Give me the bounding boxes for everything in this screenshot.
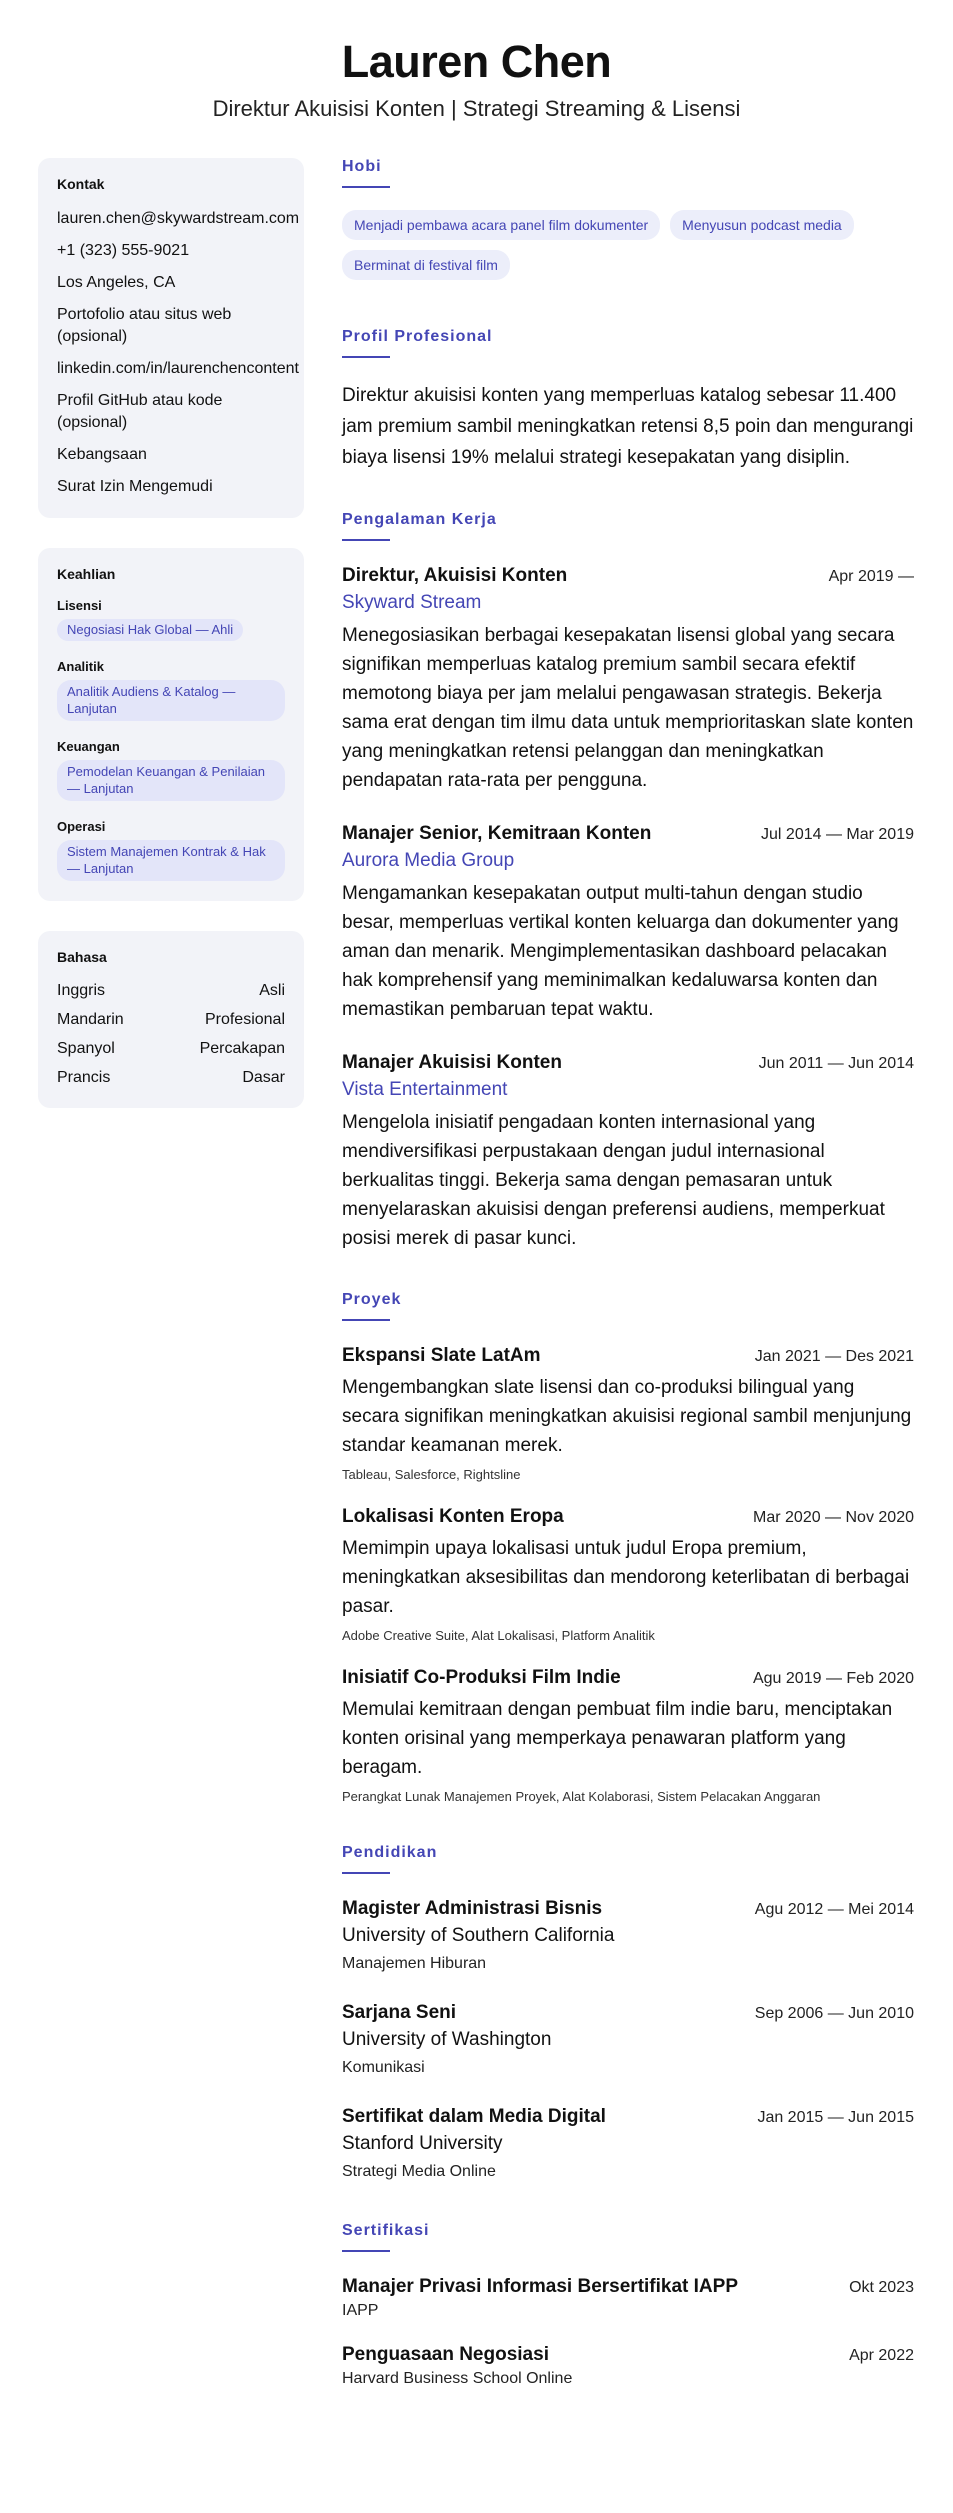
section-divider	[342, 2250, 390, 2252]
project-title: Lokalisasi Konten Eropa	[342, 1506, 564, 1527]
contact-heading: Kontak	[57, 176, 105, 192]
hobby-list	[342, 210, 914, 290]
language-name: Spanyol	[57, 1040, 115, 1057]
education-section	[342, 1844, 914, 2184]
project-entry	[342, 1665, 914, 1806]
certification-entry	[342, 2342, 914, 2390]
education-entry	[342, 2000, 914, 2080]
sidebar	[38, 158, 304, 1138]
job-date: Apr 2019 —	[828, 568, 914, 585]
language-row	[57, 1068, 285, 1088]
skills-card	[38, 548, 304, 901]
field-of-study: Komunikasi	[342, 2059, 425, 2076]
project-title: Inisiatif Co-Produksi Film Indie	[342, 1667, 621, 1688]
job-description: Mengamankan kesepakatan output multi-tahun dengan studio besar, memperluas vertikal konten keluarga dan dokumenter yang aman dan menarik. Mengimplementasikan dashboard pelacakan hak komprehensif yang meminimalkan kedaluwarsa konten dan memastikan pembaruan tepat waktu.	[342, 883, 899, 1020]
contact-github: Profil GitHub atau kode (opsional)	[57, 392, 223, 431]
section-title: Proyek	[342, 1291, 402, 1308]
experience-entry	[342, 1050, 914, 1253]
degree-title: Sarjana Seni	[342, 2002, 457, 2023]
hobbies-section	[342, 158, 914, 290]
project-tools: Adobe Creative Suite, Alat Lokalisasi, Platform Analitik	[342, 1628, 655, 1643]
education-entry	[342, 1896, 914, 1976]
experience-entry	[342, 821, 914, 1024]
skill-group	[57, 819, 285, 881]
section-divider	[342, 539, 390, 541]
candidate-title: Direktur Akuisisi Konten | Strategi Streaming & Lisensi	[212, 96, 741, 121]
company-name: Aurora Media Group	[342, 850, 515, 871]
language-name: Inggris	[57, 982, 106, 999]
education-entry	[342, 2104, 914, 2184]
education-date: Agu 2012 — Mei 2014	[754, 1901, 914, 1918]
degree-title: Magister Administrasi Bisnis	[342, 1898, 603, 1919]
project-description: Mengembangkan slate lisensi dan co-produksi bilingual yang secara signifikan meningkatkan akuisisi regional sambil menjunjung standar keamanan merek.	[342, 1377, 912, 1456]
contact-location: Los Angeles, CA	[57, 274, 176, 291]
language-row	[57, 981, 285, 1001]
skill-tag: Negosiasi Hak Global — Ahli	[57, 619, 243, 641]
contact-portfolio: Portofolio atau situs web (opsional)	[57, 306, 232, 345]
project-date: Agu 2019 — Feb 2020	[752, 1670, 914, 1687]
project-description: Memimpin upaya lokalisasi untuk judul Eropa premium, meningkatkan aksesibilitas dan mendorong keterlibatan di berbagai pasar.	[342, 1538, 910, 1617]
language-level: Dasar	[242, 1069, 285, 1086]
certification-date: Okt 2023	[849, 2279, 914, 2296]
skill-group	[57, 598, 285, 659]
section-title: Pendidikan	[342, 1844, 438, 1861]
certifications-section	[342, 2222, 914, 2390]
language-level: Percakapan	[199, 1040, 285, 1057]
profile-section	[342, 328, 914, 473]
project-entry	[342, 1504, 914, 1645]
language-name: Mandarin	[57, 1011, 124, 1028]
field-of-study: Strategi Media Online	[342, 2163, 496, 2180]
candidate-name: Lauren Chen	[341, 36, 612, 87]
language-level: Profesional	[204, 1011, 285, 1028]
certification-date: Apr 2022	[849, 2347, 914, 2364]
skill-category: Operasi	[57, 819, 106, 834]
contact-nationality: Kebangsaan	[57, 446, 147, 463]
skill-group	[57, 739, 285, 801]
hobby-tag: Berminat di festival film	[342, 250, 510, 280]
contact-card	[38, 158, 304, 518]
hobby-tag: Menyusun podcast media	[670, 210, 854, 240]
certification-issuer: IAPP	[342, 2302, 379, 2319]
job-description: Mengelola inisiatif pengadaan konten internasional yang mendiversifikasi perpustakaan dengan judul internasional berkualitas tinggi. Bekerja sama dengan pemasaran untuk menyelaraskan akuisisi dengan preferensi audiens, memperkuat posisi merek di pasar kunci.	[342, 1112, 885, 1249]
job-date: Jul 2014 — Mar 2019	[761, 826, 914, 843]
skill-category: Analitik	[57, 659, 104, 674]
skill-group	[57, 659, 285, 721]
job-title: Direktur, Akuisisi Konten	[342, 565, 568, 586]
language-row	[57, 1039, 285, 1059]
experience-entry	[342, 563, 914, 795]
certification-entry	[342, 2274, 914, 2322]
education-date: Sep 2006 — Jun 2010	[754, 2005, 914, 2022]
company-name: Vista Entertainment	[342, 1079, 508, 1100]
skill-tag: Pemodelan Keuangan & Penilaian — Lanjutan	[57, 760, 285, 801]
main-content	[342, 158, 914, 2428]
language-row	[57, 1010, 285, 1030]
school-name: University of Washington	[342, 2029, 552, 2050]
project-date: Jan 2021 — Des 2021	[754, 1348, 914, 1365]
section-divider	[342, 1872, 390, 1874]
certification-title: Manajer Privasi Informasi Bersertifikat IAPP	[342, 2276, 738, 2297]
section-divider	[342, 356, 390, 358]
section-divider	[342, 186, 390, 188]
school-name: Stanford University	[342, 2133, 503, 2154]
project-title: Ekspansi Slate LatAm	[342, 1345, 541, 1366]
job-date: Jun 2011 — Jun 2014	[758, 1055, 914, 1072]
experience-section	[342, 511, 914, 1253]
project-date: Mar 2020 — Nov 2020	[753, 1509, 914, 1526]
certification-title: Penguasaan Negosiasi	[342, 2344, 549, 2365]
skill-tag: Analitik Audiens & Katalog — Lanjutan	[57, 680, 285, 721]
school-name: University of Southern California	[342, 1925, 615, 1946]
project-entry	[342, 1343, 914, 1484]
job-description: Menegosiasikan berbagai kesepakatan lisensi global yang secara signifikan memperluas katalog premium sambil secara efektif memotong biaya per jam melalui pengawasan strategis. Bekerja sama erat dengan tim ilmu data untuk memprioritaskan slate konten yang meningkatkan retensi pelanggan dan meningkatkan pendapatan rata-rata per pengguna.	[342, 625, 914, 791]
languages-heading: Bahasa	[57, 949, 107, 965]
certification-issuer: Harvard Business School Online	[342, 2370, 573, 2387]
degree-title: Sertifikat dalam Media Digital	[342, 2106, 606, 2127]
projects-section	[342, 1291, 914, 1806]
field-of-study: Manajemen Hiburan	[342, 1955, 487, 1972]
skill-tag: Sistem Manajemen Kontrak & Hak — Lanjutan	[57, 840, 285, 881]
section-divider	[342, 1319, 390, 1321]
section-title: Pengalaman Kerja	[342, 511, 497, 528]
project-description: Memulai kemitraan dengan pembuat film indie baru, menciptakan konten orisinal yang memperkaya penawaran platform yang beragam.	[342, 1699, 893, 1778]
skills-heading: Keahlian	[57, 566, 116, 582]
job-title: Manajer Akuisisi Konten	[342, 1052, 562, 1073]
company-name: Skyward Stream	[342, 592, 482, 613]
education-date: Jan 2015 — Jun 2015	[757, 2109, 914, 2126]
project-tools: Tableau, Salesforce, Rightsline	[342, 1467, 521, 1482]
profile-summary: Direktur akuisisi konten yang memperluas katalog sebesar 11.400 jam premium sambil meningkatkan retensi 8,5 poin dan mengurangi biaya lisensi 19% melalui strategi kesepakatan yang disiplin.	[342, 385, 914, 468]
section-title: Sertifikasi	[342, 2222, 430, 2239]
project-tools: Perangkat Lunak Manajemen Proyek, Alat Kolaborasi, Sistem Pelacakan Anggaran	[342, 1789, 821, 1804]
contact-license: Surat Izin Mengemudi	[57, 478, 213, 495]
contact-phone: +1 (323) 555-9021	[57, 242, 190, 259]
language-name: Prancis	[57, 1069, 111, 1086]
hobby-tag: Menjadi pembawa acara panel film dokumenter	[342, 210, 660, 240]
resume-header	[0, 34, 953, 124]
languages-card	[38, 931, 304, 1108]
job-title: Manajer Senior, Kemitraan Konten	[342, 823, 652, 844]
section-title: Profil Profesional	[342, 328, 493, 345]
contact-email[interactable]: lauren.chen@skywardstream.com	[57, 210, 300, 227]
skill-category: Keuangan	[57, 739, 120, 754]
skill-category: Lisensi	[57, 598, 102, 613]
contact-linkedin[interactable]: linkedin.com/in/laurenchencontent	[57, 360, 299, 377]
language-level: Asli	[259, 982, 285, 999]
section-title: Hobi	[342, 158, 382, 175]
